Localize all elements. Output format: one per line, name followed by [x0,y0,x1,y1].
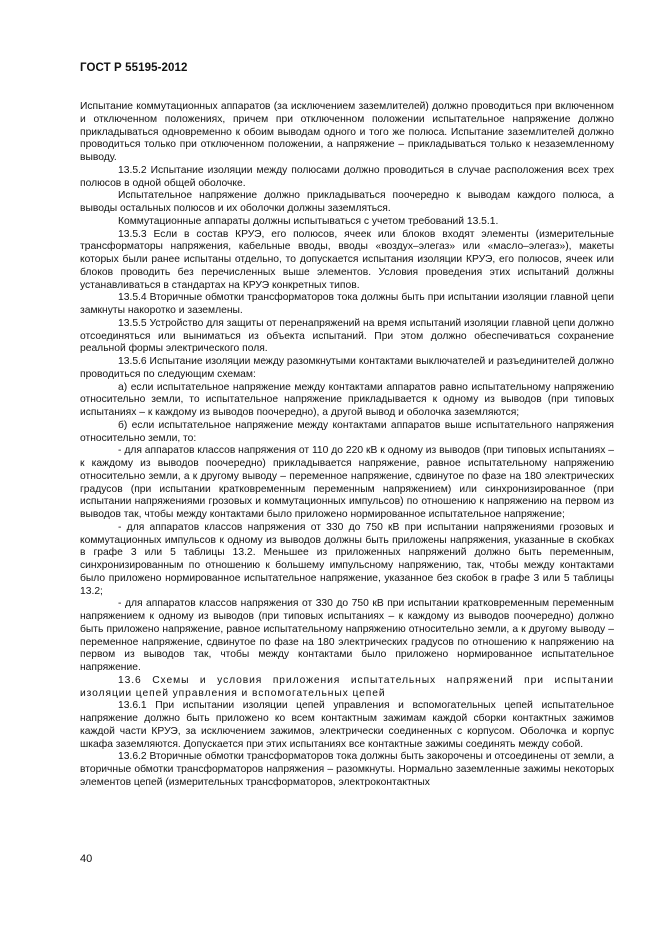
document-body [80,101,614,790]
paragraph-switching-devices: Коммутационные аппараты должны испытываться с учетом требований 13.5.1. [118,215,499,227]
paragraph-13-5-5: 13.5.5 Устройство для защиты от перенапряжений на время испытаний изоляции главной цепи должно отсоединяться или выниматься из объекта испытаний. При этом должно обеспечиваться сохранение реальной формы электрического поля. [80,317,614,355]
paragraph-13-5-6: 13.5.6 Испытание изоляции между разомкнутыми контактами выключателей и разъединителей должно проводиться по следующим схемам: [80,356,614,380]
list-item-a: а) если испытательное напряжение между контактами аппаратов равно испытательному напряжению относительно земли, то испытательное напряжение прикладывается к одному из выводов (при типовых испытаниях – к каждому из выводов поочередно), а другой вывод и оболочка заземляются; [80,381,614,418]
paragraph-test-voltage-poles: Испытательное напряжение должно прикладываться поочередно к выводам каждого полюса, а выводы остальных полюсов и их оболочки должны заземляться. [80,190,614,214]
paragraph-13-5-3: 13.5.3 Если в состав КРУЭ, его полюсов, ячеек или блоков входят элементы (измерительные трансформаторы напряжения, кабельные вводы, вводы «воздух–элегаз» или «масло–элегаз»), макеты которых были ранее испытаны отдельно, то допускается испытания изоляции КРУЭ, его полюсов, ячеек или блоков проводить без перечисленных выше элементов. Условия проведения этих испытаний должны устанавливаться в стандартах на КРУЭ конкретных типов. [80,228,614,291]
list-subitem-330-750kv-impulse: - для аппаратов классов напряжения от 330 до 750 кВ при испытании напряжениями грозовых и коммутационных импульсов к одному из выводов должны быть приложены напряжения, указанные в скобках в графе 3 или 5 таблицы 13.2. Меньшее из приложенных напряжений должно быть переменным, синхронизированным по отношению к большему импульсному напряжению, так, чтобы между контактами было приложено нормированное испытательное напряжение, указанное без скобок в графе 3 или 5 таблицы 13.2; [80,521,614,597]
paragraph-switching-test: Испытание коммутационных аппаратов (за исключением заземлителей) должно проводиться при включенном и отключенном положениях, причем при отключенном положении испытательное напряжение должно прикладываться одновременно к обоим выводам одного и того же полюса. Испытание заземлителей должно проводиться только при отключенном положении, а напряжение – прикладываться только к незаземленному выводу. [80,101,614,163]
paragraph-13-6-2: 13.6.2 Вторичные обмотки трансформаторов тока должны быть закорочены и отсоединены от земли, а вторичные обмотки трансформаторов напряжения – разомкнуты. Нормально заземленные зажимы некоторых элементов цепей (измерительных трансформаторов, электроконтактных [80,751,614,788]
list-subitem-330-750kv-ac: - для аппаратов классов напряжения от 330 до 750 кВ при испытании кратковременным переменным напряжением к одному из выводов (при типовых испытаниях – к каждому из выводов поочередно) должно быть приложено напряжение, равное испытательному напряжению относительно земли, а к другому выводу – переменное напряжение, сдвинутое по фазе на 180 электрических градусов по отношению к напряжению на первом из выводов так, чтобы между контактами было приложено нормированное испытательное напряжение. [80,598,614,673]
paragraph-13-5-4: 13.5.4 Вторичные обмотки трансформаторов тока должны быть при испытании изоляции главной цепи замкнуты накоротко и заземлены. [80,292,614,316]
paragraph-13-5-2: 13.5.2 Испытание изоляции между полюсами должно проводиться в случае расположения всех трех полюсов в одной общей оболочке. [80,164,614,189]
page-number: 40 [80,853,93,865]
paragraph-13-6-1: 13.6.1 При испытании изоляции цепей управления и вспомогательных цепей испытательное напряжение должно быть приложено ко всем контактным зажимам каждой сборки контактных зажимов каждой части КРУЭ, за исключением зажимов, электрически соединенных с корпусом. Оболочка и корпус шкафа заземляются. Допускается при этих испытаниях все контактные зажимы соединять между собой. [80,700,614,750]
section-heading-13-6: 13.6 Схемы и условия приложения испытательных напряжений при испытании изоляции цепей управления и вспомогательных цепей [80,674,614,699]
list-subitem-110-220kv: - для аппаратов классов напряжения от 110 до 220 кВ к одному из выводов (при типовых испытаниях – к каждому из выводов поочередно) прикладывается напряжение, равное испытательному напряжению относительно земли, а к другому выводу – переменное напряжение, сдвинутое по фазе на 180 электрических градусов (при испытании кратковременным переменным напряжением) или синхронизированное (при испытании напряжениями грозовых и коммутационных импульсов) по отношению к напряжению на первом из выводов так, чтобы между контактами было приложено нормированное испытательное напряжение; [80,445,614,520]
list-item-b: б) если испытательное напряжение между контактами аппаратов выше испытательного напряжения относительно земли, то: [80,419,614,444]
document-header: ГОСТ Р 55195-2012 [80,62,188,74]
